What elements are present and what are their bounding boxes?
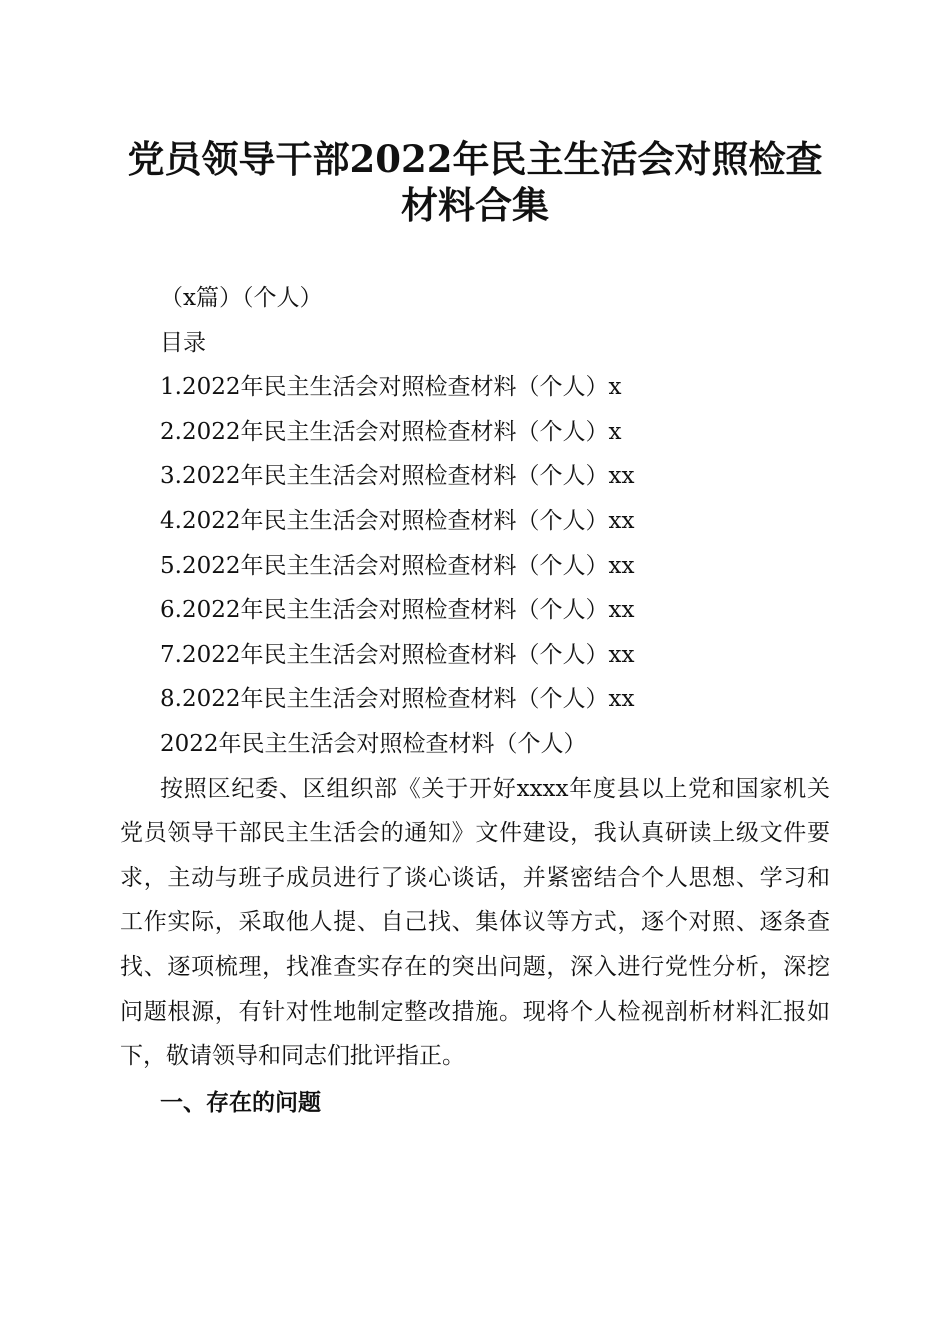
toc-item: 8.2022年民主生活会对照检查材料（个人）xx: [160, 686, 635, 713]
toc-item: 5.2022年民主生活会对照检查材料（个人）xx: [160, 552, 635, 579]
body-paragraph: 按照区纪委、区组织部《关于开好xxxx年度县以上党和国家机关党员领导干部民主生活会的通知》文件建设，我认真研读上级文件要求，主动与班子成员进行了谈心谈话，并紧密结合个人思想、学习和工作实际，采取他人提、自己找、集体议等方式，逐个对照、逐条查找、逐项梳理，找准查实存在的突出问题，深入进行党性分析，深挖问题根源，有针对性地制定整改措施。现将个人检视剖析材料汇报如下，敬请领导和同志们批评指正。: [120, 775, 830, 1070]
section-heading: 一、存在的问题: [160, 1089, 321, 1116]
toc-item: 4.2022年民主生活会对照检查材料（个人）xx: [160, 507, 635, 534]
toc-item: 3.2022年民主生活会对照检查材料（个人）xx: [160, 463, 635, 490]
toc-item: 1.2022年民主生活会对照检查材料（个人）x: [160, 374, 622, 401]
toc-item: 6.2022年民主生活会对照检查材料（个人）xx: [160, 597, 635, 624]
toc-item: 7.2022年民主生活会对照检查材料（个人）xx: [160, 641, 635, 668]
subtitle: （x篇）（个人）: [160, 285, 323, 311]
page-title: 党员领导干部2022年民主生活会对照检查材料合集: [127, 137, 823, 227]
toc-item: 2.2022年民主生活会对照检查材料（个人）x: [160, 418, 622, 445]
article-heading: 2022年民主生活会对照检查材料（个人）: [160, 730, 587, 757]
toc-heading: 目录: [160, 329, 206, 356]
document-body: [120, 276, 830, 1125]
